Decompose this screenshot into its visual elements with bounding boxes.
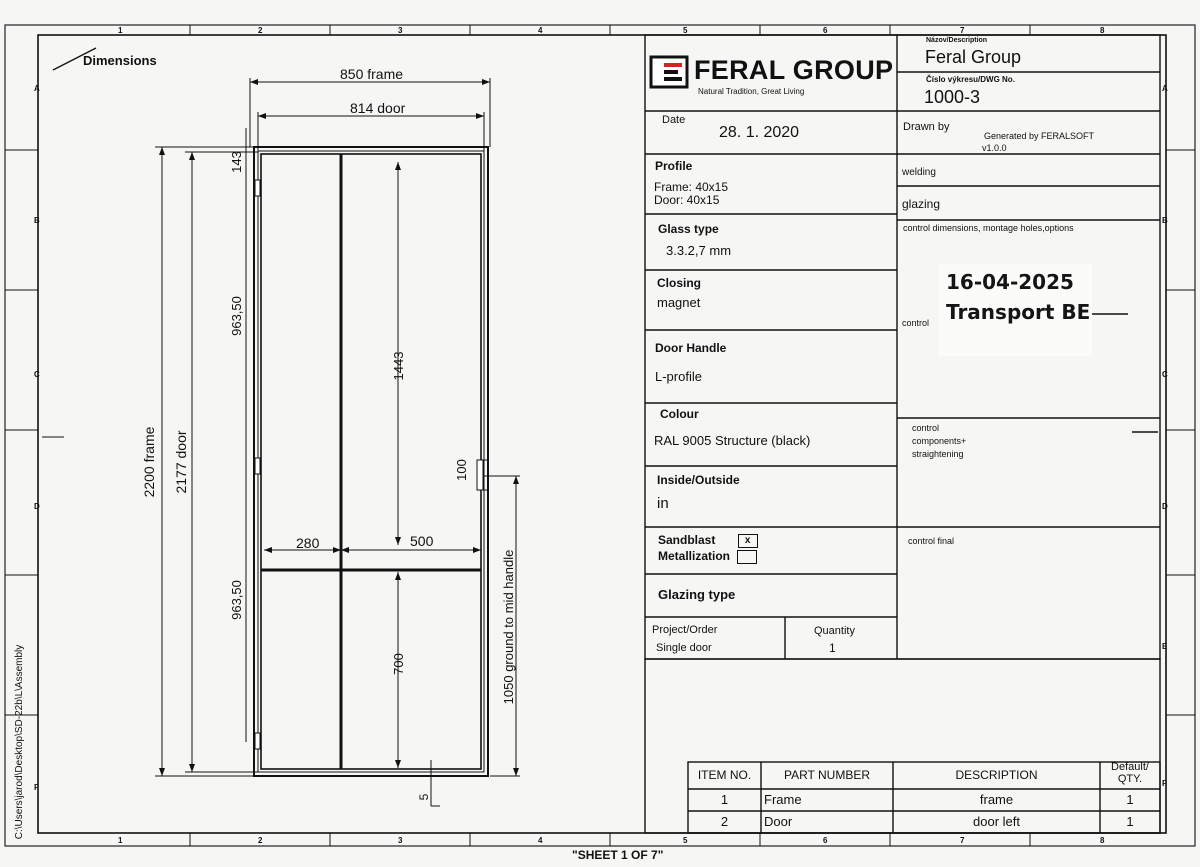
zone-bottom-5: 5 xyxy=(683,836,688,845)
zone-top-8: 8 xyxy=(1100,26,1105,35)
frame-height-label: 2200 frame xyxy=(141,426,157,498)
dwg-no-value: 1000-3 xyxy=(924,87,981,107)
upper-section-label: 963,50 xyxy=(229,296,244,336)
description-label: Názov/Description xyxy=(926,37,988,44)
bom-header-default: Default/ xyxy=(1111,761,1149,773)
project-order-label: Project/Order xyxy=(652,624,718,636)
zone-right-B: B xyxy=(1162,216,1168,225)
arrow-heads xyxy=(159,79,519,776)
door-handle-value: L-profile xyxy=(655,369,702,384)
zone-top-7: 7 xyxy=(960,26,965,35)
drawn-by-version: v1.0.0 xyxy=(982,143,1007,153)
metallization-checkbox[interactable] xyxy=(737,550,757,564)
colour-label: Colour xyxy=(660,407,699,421)
bom-header-part: PART NUMBER xyxy=(783,768,870,782)
bom-header-item: ITEM NO. xyxy=(697,768,752,782)
metallization-label: Metallization xyxy=(658,549,731,563)
bom-part-number: Door xyxy=(764,814,793,829)
right-width-label: 500 xyxy=(410,533,434,549)
zone-bottom-6: 6 xyxy=(823,836,828,845)
lower-section-label: 963,50 xyxy=(229,580,244,620)
zone-right-D: D xyxy=(1162,502,1168,511)
zone-bottom-4: 4 xyxy=(538,836,543,845)
drawing-title: Dimensions xyxy=(83,53,157,68)
quantity-value: 1 xyxy=(829,641,836,655)
bom-item-no: 2 xyxy=(720,814,729,829)
control-components-line2: components+ xyxy=(912,436,967,446)
bom-part-number: Frame xyxy=(764,792,802,807)
door-width-label: 814 door xyxy=(350,100,406,116)
metallization-row xyxy=(658,549,757,564)
door-height-label: 2177 door xyxy=(173,430,189,494)
control-label: control xyxy=(902,318,930,328)
stamp-date: 16-04-2025 xyxy=(946,270,1074,294)
frame-width-label: 850 frame xyxy=(340,66,404,82)
inside-outside-label: Inside/Outside xyxy=(657,473,740,487)
transport-stamp xyxy=(938,264,1092,356)
stamp-text: Transport BE xyxy=(946,300,1091,324)
profile-frame: Frame: 40x15 xyxy=(654,180,729,194)
control-dimensions-label: control dimensions, montage holes,options xyxy=(903,223,1074,233)
dimension-lines xyxy=(155,78,520,806)
bom-description: door left xyxy=(973,814,1020,829)
drawn-by-label: Drawn by xyxy=(903,121,950,133)
door-handle-label: Door Handle xyxy=(655,341,727,355)
quantity-label: Quantity xyxy=(814,625,855,637)
door-handle xyxy=(477,460,483,490)
zone-left-D: D xyxy=(34,502,40,511)
project-order-value: Single door xyxy=(656,642,712,654)
zone-top-5: 5 xyxy=(683,26,688,35)
zone-bottom-1: 1 xyxy=(118,836,123,845)
hinge-top xyxy=(255,180,260,196)
door-leaf xyxy=(261,154,481,769)
welding-label: welding xyxy=(902,167,936,178)
zone-bottom-3: 3 xyxy=(398,836,403,845)
zone-right-E: E xyxy=(1162,642,1168,651)
logo-mark xyxy=(651,57,687,87)
date-value: 28. 1. 2020 xyxy=(719,124,800,141)
zone-top-2: 2 xyxy=(258,26,263,35)
door-frame-outer xyxy=(254,147,488,776)
control-components-line1: control xyxy=(912,423,940,433)
inside-outside-value: in xyxy=(657,495,669,512)
company-tagline: Natural Tradition, Great Living xyxy=(698,87,805,96)
colour-value: RAL 9005 Structure (black) xyxy=(654,433,811,448)
bom-description: frame xyxy=(979,792,1014,807)
zone-top-6: 6 xyxy=(823,26,828,35)
bom-item-no: 1 xyxy=(720,792,729,807)
sheet-number: "SHEET 1 OF 7" xyxy=(572,848,664,862)
hinge-bottom xyxy=(255,733,260,749)
upper-glass-height-label: 1443 xyxy=(391,351,406,381)
bom-qty: 1 xyxy=(1126,792,1134,807)
closing-value: magnet xyxy=(657,295,701,310)
left-width-label: 280 xyxy=(296,535,320,551)
glass-type-label: Glass type xyxy=(658,222,719,236)
zone-top-4: 4 xyxy=(538,26,543,35)
zone-right-C: C xyxy=(1162,370,1168,379)
zone-bottom-8: 8 xyxy=(1100,836,1105,845)
top-offset-label: 143 xyxy=(229,151,244,173)
zone-right-F: F xyxy=(1162,779,1167,788)
zone-bottom-7: 7 xyxy=(960,836,965,845)
sandblast-checkbox[interactable]: x xyxy=(738,534,758,548)
closing-label: Closing xyxy=(657,276,701,290)
bottom-gap-label: 5 xyxy=(417,793,431,801)
zone-bottom-2: 2 xyxy=(258,836,263,845)
glass-type-value: 3.3.2,7 mm xyxy=(666,243,732,258)
zone-left-F: F xyxy=(34,783,39,792)
control-final-label: control final xyxy=(908,536,955,546)
sandblast-row xyxy=(658,533,758,548)
bom-header-description: DESCRIPTION xyxy=(955,768,1038,782)
hinge-middle xyxy=(255,458,260,474)
handle-size-label: 100 xyxy=(454,459,469,481)
profile-door: Door: 40x15 xyxy=(654,193,720,207)
lower-glass-height-label: 700 xyxy=(391,653,406,675)
zone-left-C: C xyxy=(34,370,40,379)
file-path: C:\Users\jarod\Desktop\SD-22b\L\Assembly xyxy=(14,644,25,840)
zone-left-A: A xyxy=(34,84,40,93)
zone-right-A: A xyxy=(1162,84,1168,93)
control-components-line3: straightening xyxy=(912,449,964,459)
date-label: Date xyxy=(662,114,686,126)
zone-left-B: B xyxy=(34,216,40,225)
bom-qty: 1 xyxy=(1126,814,1134,829)
handle-height-label: 1050 ground to mid handle xyxy=(501,549,516,705)
description-value: Feral Group xyxy=(925,47,1022,67)
company-logo-text: FERAL GROUP xyxy=(694,55,894,85)
sandblast-label: Sandblast xyxy=(658,533,716,547)
glazing-type-label: Glazing type xyxy=(658,587,736,602)
dwg-no-label: Číslo výkresu/DWG No. xyxy=(926,75,1015,84)
drawn-by-value: Generated by FERALSOFT xyxy=(984,131,1095,141)
bom-header-qty: QTY. xyxy=(1117,773,1143,785)
zone-top-1: 1 xyxy=(118,26,123,35)
profile-label: Profile xyxy=(655,159,693,173)
glazing-label: glazing xyxy=(902,197,941,211)
door-frame-inner xyxy=(258,151,484,772)
zone-top-3: 3 xyxy=(398,26,403,35)
